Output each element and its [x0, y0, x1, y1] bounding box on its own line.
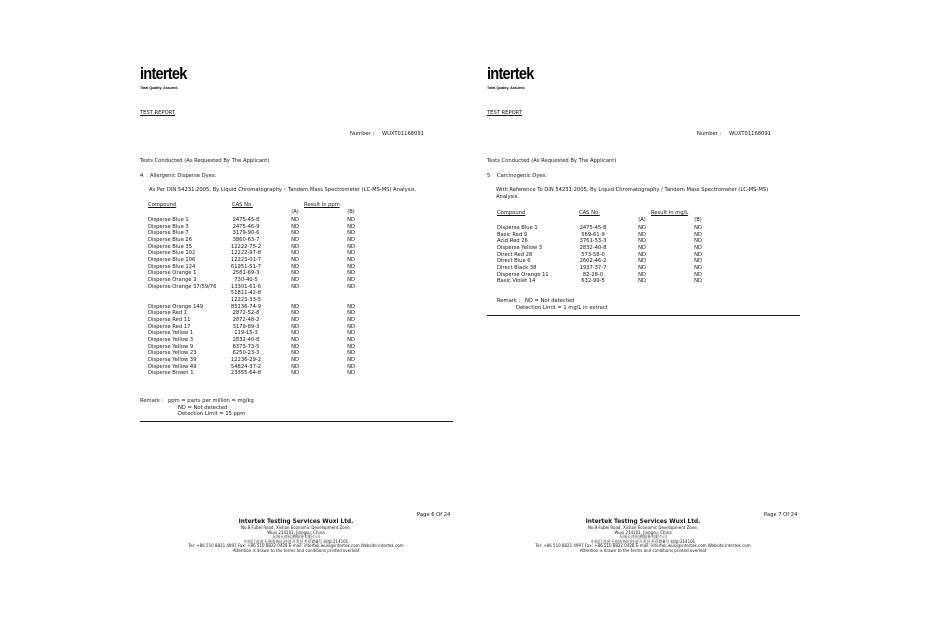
compound-cell: Disperse Yellow 49: [148, 363, 197, 370]
result-a-cell: ND: [638, 238, 646, 245]
table-row: [477, 272, 817, 279]
compound-cell: Direct Black 38: [497, 265, 537, 272]
compound-cell: Basic Violet 14: [497, 278, 536, 285]
result-a-cell: ND: [291, 270, 299, 277]
result-a-cell: ND: [638, 251, 646, 258]
report-number: WUXT01168091: [382, 131, 424, 137]
result-b-cell: ND: [347, 317, 355, 324]
result-a-subheader: (A): [638, 217, 646, 223]
cas-number-cell: 12236-29-2: [230, 357, 262, 364]
cas-number-cell: 61951-51-7: [230, 263, 262, 270]
result-a-cell: ND: [291, 237, 299, 244]
cas-number-cell: 3761-53-3: [579, 238, 607, 245]
footer-notice: Attention is drawn to the terms and conditions printed overleaf: [232, 547, 360, 553]
cas-column-header: CAS No.: [579, 210, 600, 216]
table-row: [130, 264, 470, 271]
results-table: [130, 202, 470, 402]
table-row: [477, 245, 817, 252]
cas-number-cell: 2475-45-8: [232, 217, 260, 223]
table-row: [477, 238, 817, 245]
compound-cell: Disperse Blue 35: [148, 243, 193, 250]
table-row: [130, 237, 470, 244]
cas-number-cell: 12222-97-8: [230, 250, 262, 257]
table-row: [130, 257, 470, 264]
table-row: [130, 277, 470, 284]
result-a-cell: ND: [638, 231, 646, 238]
report-page: [130, 0, 470, 620]
report-page: [477, 0, 817, 620]
table-row: [477, 265, 817, 272]
compound-cell: Disperse Blue 102: [148, 250, 196, 257]
footer-address-line: Wuxi 214101, Jiangsu, China: [267, 529, 325, 535]
result-a-cell: ND: [291, 283, 299, 290]
result-b-cell: ND: [694, 265, 702, 272]
compound-cell: Disperse Yellow 9: [148, 343, 194, 350]
result-b-subheader: (B): [347, 209, 355, 215]
cas-number-cell: 82-28-0: [582, 271, 604, 278]
cas-number-cell: 6373-73-5: [232, 343, 260, 350]
cas-number-cell: 2602-46-2: [579, 258, 607, 265]
page-number: Page 6 Of 24: [417, 512, 451, 518]
cas-number-cell: 2832-40-8: [232, 337, 260, 344]
result-b-cell: ND: [347, 277, 355, 284]
cas-number-cell: 569-61-9: [581, 231, 605, 238]
result-a-cell: ND: [291, 323, 299, 330]
table-row: [130, 364, 470, 371]
remark-line: ND = Not detected: [178, 404, 228, 411]
cas-number-cell: 573-58-0: [581, 251, 605, 258]
footer-chinese-address: 中国江苏省无锡市锡山经济开发区芙蓓路8号 邮编:214101: [243, 538, 349, 544]
cas-number-cell: 51811-42-8: [230, 290, 262, 297]
result-a-cell: ND: [291, 303, 299, 310]
footer-chinese-company: 无锡天祥检测服务有限公司: [272, 534, 320, 540]
result-a-cell: ND: [291, 370, 299, 377]
cas-number-cell: 2872-52-8: [232, 310, 260, 317]
logo-tagline: Total Quality. Assured.: [487, 86, 526, 90]
result-a-cell: ND: [291, 223, 299, 230]
table-row: [130, 330, 470, 337]
result-a-cell: ND: [291, 243, 299, 250]
result-a-cell: ND: [291, 350, 299, 357]
result-b-cell: ND: [347, 343, 355, 350]
result-b-cell: ND: [347, 237, 355, 244]
method-text: Analysis.: [496, 194, 520, 200]
cas-number-cell: 632-99-5: [581, 278, 605, 285]
cas-number-cell: 3860-63-7: [232, 237, 260, 244]
cas-number-cell: 3179-89-3: [232, 323, 260, 330]
result-b-cell: ND: [347, 217, 355, 223]
result-a-cell: ND: [291, 263, 299, 270]
result-a-cell: ND: [291, 250, 299, 257]
compound-cell: Direct Blue 6: [497, 258, 531, 265]
cas-number-cell: 12222-75-2: [230, 243, 262, 250]
compound-cell: Disperse Red 11: [148, 317, 191, 324]
table-row: [130, 317, 470, 324]
section-divider: [487, 315, 800, 316]
footer-address-line: Wuxi 214101, Jiangsu, China: [614, 529, 672, 535]
footer-contact: Tel: +86 510 8821 4997 Fax: +86 510 8822 0428 E-mail: intertek.wuxi@intertek.com Website:intertek.com: [188, 543, 404, 549]
result-a-cell: ND: [638, 265, 646, 272]
result-a-cell: ND: [291, 330, 299, 337]
compound-cell: Disperse Brown 1: [148, 370, 194, 377]
footer-address-line: No.8 Fubei Road, Xishan Economic Development Zone,: [240, 525, 352, 530]
result-b-cell: ND: [694, 278, 702, 285]
footer-chinese-company: 无锡天祥检测服务有限公司: [619, 534, 667, 540]
table-row: [130, 284, 470, 291]
cas-number-cell: 6250-23-3: [232, 350, 260, 357]
result-b-cell: ND: [347, 257, 355, 264]
logo-tagline: Total Quality. Assured.: [140, 86, 179, 90]
result-b-cell: ND: [694, 231, 702, 238]
result-b-cell: ND: [694, 251, 702, 258]
table-row: [130, 350, 470, 357]
table-row: [130, 310, 470, 317]
result-b-cell: ND: [347, 330, 355, 337]
result-a-cell: ND: [638, 245, 646, 252]
cas-number-cell: 2832-40-8: [579, 245, 607, 252]
remark-line: ND = Not detected: [525, 298, 575, 304]
report-number-label: Number :: [350, 131, 375, 137]
section-title: Allergenic Disperse Dyes:: [150, 173, 217, 179]
cas-number-cell: 13301-61-6: [230, 283, 262, 290]
compound-cell: Disperse Blue 1: [148, 217, 189, 223]
result-a-cell: ND: [291, 310, 299, 317]
result-b-cell: ND: [347, 357, 355, 364]
table-row: [477, 278, 817, 285]
cas-number-cell: 3179-90-6: [232, 230, 260, 237]
compound-cell: Direct Red 28: [497, 251, 533, 258]
compound-cell: Acid Red 26: [497, 238, 528, 245]
result-b-cell: ND: [347, 263, 355, 270]
table-row: [130, 244, 470, 251]
compound-cell: Disperse Yellow 23: [148, 350, 197, 357]
table-row: [130, 250, 470, 257]
compound-cell: Disperse Blue 26: [148, 237, 193, 244]
result-a-cell: ND: [291, 337, 299, 344]
tests-conducted-heading: Tests Conducted (As Requested By The Applicant): [487, 158, 617, 164]
cas-number-cell: 2581-69-3: [232, 270, 260, 277]
compound-column-header: Compound: [497, 210, 526, 216]
compound-cell: Disperse Orange 37/59/76: [148, 283, 217, 290]
result-b-cell: ND: [347, 243, 355, 250]
compound-cell: Disperse Yellow 3: [148, 337, 194, 344]
result-column-header: Result In ppm: [304, 202, 340, 208]
cas-number-cell: 2475-46-9: [232, 223, 260, 230]
compound-column-header: Compound: [148, 202, 177, 208]
report-number: WUXT01168091: [729, 131, 771, 137]
results-table-body: [477, 225, 817, 285]
compound-cell: Disperse Red 1: [148, 310, 188, 317]
result-b-cell: ND: [347, 283, 355, 290]
remark-line: Detection Limit = 15 ppm: [178, 411, 246, 417]
cas-number-cell: 119-15-3: [234, 330, 258, 337]
cas-number-cell: 23355-64-8: [230, 370, 262, 377]
result-b-cell: ND: [694, 258, 702, 265]
remark-line: ppm = parts per million = mg/kg: [168, 398, 254, 404]
result-b-cell: ND: [347, 323, 355, 330]
result-a-cell: ND: [638, 225, 646, 231]
result-a-cell: ND: [291, 357, 299, 364]
result-b-cell: ND: [694, 238, 702, 245]
footer-company-name: Intertek Testing Services Wuxi Ltd.: [585, 519, 701, 525]
table-row: [477, 258, 817, 265]
table-row: [130, 370, 470, 377]
result-b-cell: ND: [347, 250, 355, 257]
footer-notice: Attention is drawn to the terms and conditions printed overleaf: [579, 547, 707, 553]
compound-cell: Disperse Blue 124: [148, 263, 196, 270]
result-a-cell: ND: [638, 258, 646, 265]
compound-cell: Disperse Blue 7: [148, 230, 189, 237]
compound-cell: Disperse Orange 149: [148, 303, 204, 310]
result-a-cell: ND: [291, 217, 299, 223]
table-row: [477, 232, 817, 239]
intertek-logo: intertek: [487, 64, 534, 83]
cas-column-header: CAS No.: [232, 202, 253, 208]
result-a-cell: ND: [291, 343, 299, 350]
section-title: Carcinogenic Dyes:: [497, 173, 547, 179]
table-row: [130, 297, 470, 304]
report-number-label: Number :: [697, 131, 722, 137]
result-a-cell: ND: [291, 363, 299, 370]
cas-number-cell: 1937-37-7: [579, 265, 607, 272]
result-b-cell: ND: [694, 245, 702, 252]
result-b-cell: ND: [347, 230, 355, 237]
compound-cell: Basic Red 9: [497, 231, 528, 238]
table-row: [130, 270, 470, 277]
result-b-cell: ND: [347, 337, 355, 344]
result-a-cell: ND: [291, 277, 299, 284]
table-row: [130, 304, 470, 311]
cas-number-cell: 12223-01-7: [230, 257, 262, 264]
method-text: With Reference To DIN 54231:2005, By Liquid Chromatography / Tandem Mass Spectrometer (LC-MS-MS): [496, 187, 769, 193]
results-table-body: [130, 217, 470, 377]
table-row: [130, 324, 470, 331]
result-b-cell: ND: [347, 350, 355, 357]
intertek-logo: intertek: [140, 64, 187, 83]
section-number: 4: [140, 173, 144, 179]
result-a-cell: ND: [638, 278, 646, 285]
compound-cell: Disperse Blue 3: [148, 223, 189, 230]
result-b-cell: ND: [694, 271, 702, 278]
result-column-header: Result In mg/L: [651, 210, 689, 216]
table-row: [130, 224, 470, 231]
result-b-cell: ND: [347, 303, 355, 310]
compound-cell: Disperse Orange 3: [148, 277, 197, 284]
result-b-subheader: (B): [694, 217, 702, 223]
compound-cell: Disperse Orange 11: [497, 271, 549, 278]
compound-cell: Disperse Orange 1: [148, 270, 197, 277]
cas-number-cell: 730-40-5: [234, 277, 258, 284]
compound-cell: Disperse Blue 1: [497, 225, 538, 231]
footer-address-line: No.8 Fubei Road, Xishan Economic Development Zone,: [587, 525, 699, 530]
compound-cell: Disperse Blue 106: [148, 257, 196, 264]
table-row: [130, 357, 470, 364]
result-b-cell: ND: [347, 363, 355, 370]
compound-cell: Disperse Yellow 1: [148, 330, 194, 337]
footer-contact: Tel: +86 510 8821 4997 Fax: +86 510 8822 0428 E-mail: intertek.wuxi@intertek.com Website:intertek.com: [535, 543, 751, 549]
cas-number-cell: 85136-74-9: [230, 303, 262, 310]
compound-cell: Disperse Red 17: [148, 323, 191, 330]
cas-number-cell: 54824-37-2: [230, 363, 262, 370]
result-b-cell: ND: [694, 225, 702, 231]
result-a-cell: ND: [291, 230, 299, 237]
remark-label: Remark :: [497, 298, 521, 304]
remark-line: Detection Limit = 1 mg/L in extract: [516, 305, 608, 311]
table-row: [130, 344, 470, 351]
page-footer: [146, 519, 446, 554]
remark-label: Remark :: [140, 398, 164, 404]
table-row: [130, 217, 470, 224]
cas-number-cell: 12223-33-5: [230, 297, 262, 304]
report-title: TEST REPORT: [140, 110, 176, 116]
result-b-cell: ND: [347, 270, 355, 277]
page-footer: [493, 519, 793, 554]
cas-number-cell: 2872-48-2: [232, 317, 260, 324]
method-text: As Per DIN 54231:2005, By Liquid Chromatography – Tandem Mass Spectrometer (LC-MS-MS) Analysis.: [149, 187, 417, 193]
section-number: 5: [487, 173, 491, 179]
tests-conducted-heading: Tests Conducted (As Requested By The Applicant): [140, 158, 270, 164]
footer-chinese-address: 中国江苏省无锡市锡山经济开发区芙蓓路8号 邮编:214101: [590, 538, 696, 544]
result-a-cell: ND: [638, 271, 646, 278]
table-row: [130, 230, 470, 237]
compound-cell: Disperse Yellow 39: [148, 357, 197, 364]
result-a-subheader: (A): [291, 209, 299, 215]
cas-number-cell: 2475-45-8: [579, 225, 607, 231]
result-b-cell: ND: [347, 223, 355, 230]
table-row: [130, 290, 470, 297]
result-b-cell: ND: [347, 310, 355, 317]
table-row: [477, 252, 817, 259]
compound-cell: Disperse Yellow 3: [497, 245, 543, 252]
footer-company-name: Intertek Testing Services Wuxi Ltd.: [238, 519, 354, 525]
page-number: Page 7 Of 24: [764, 512, 798, 518]
report-title: TEST REPORT: [487, 110, 523, 116]
result-a-cell: ND: [291, 257, 299, 264]
table-row: [477, 225, 817, 232]
table-row: [130, 337, 470, 344]
result-b-cell: ND: [347, 370, 355, 377]
section-divider: [140, 421, 453, 422]
result-a-cell: ND: [291, 317, 299, 324]
